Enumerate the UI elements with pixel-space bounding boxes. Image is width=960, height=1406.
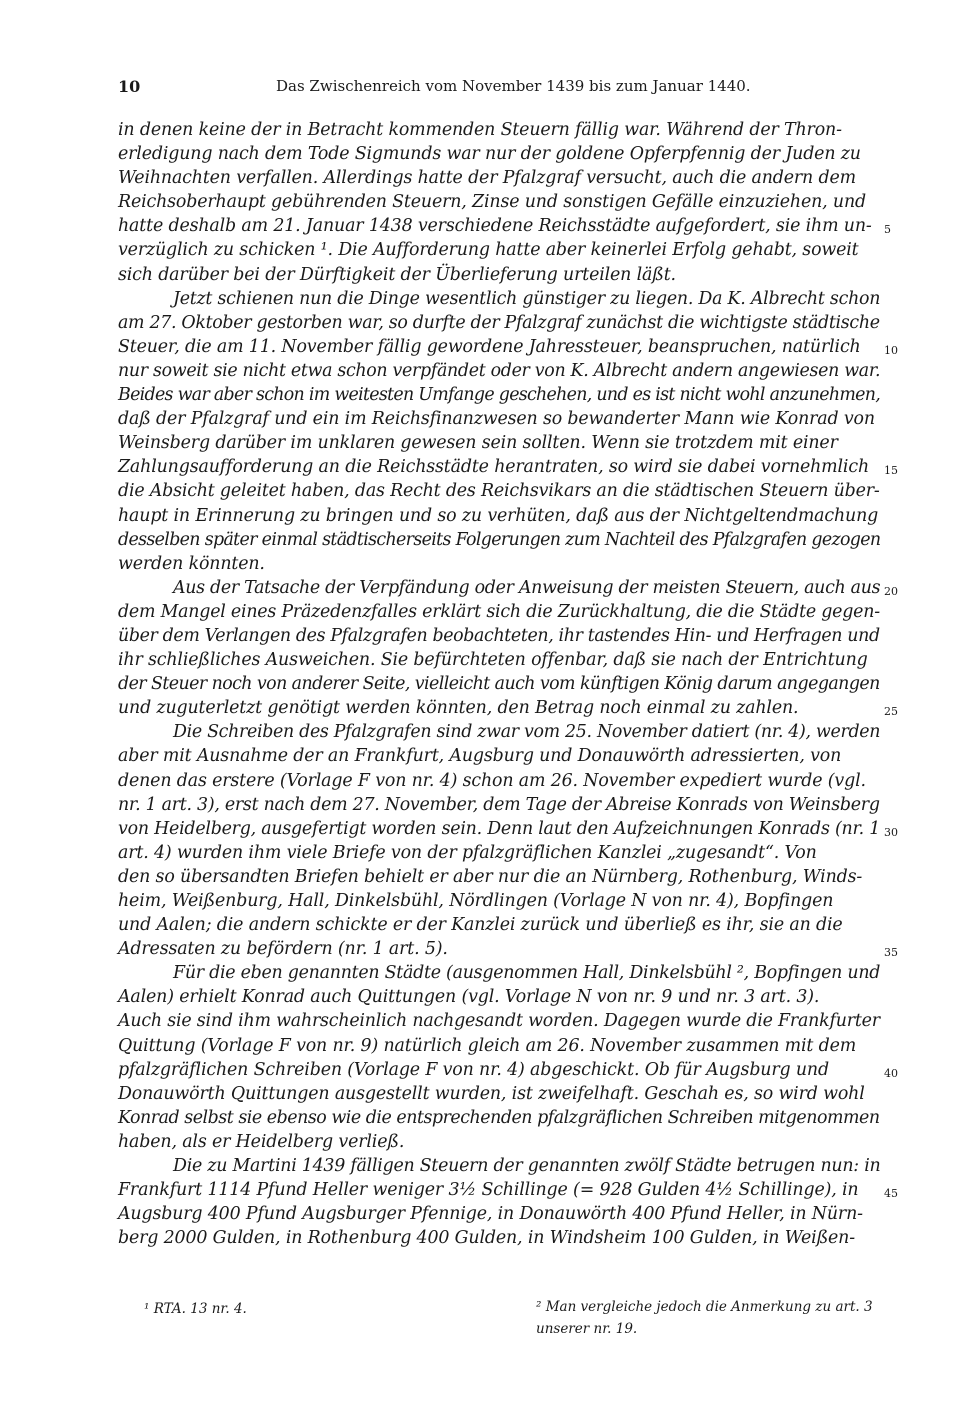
footnote-1: ¹ RTA. 13 nr. 4. xyxy=(144,1301,247,1317)
line-number-marker: 25 xyxy=(884,705,898,719)
text-line: ihr schließliches Ausweichen. Sie befürchteten offenbar, daß sie nach der Entrichtung xyxy=(118,650,868,671)
text-line: Die Schreiben des Pfalzgrafen sind zwar vom 25. November datiert (nr. 4), werden xyxy=(173,722,881,743)
text-line: Weihnachten verfallen. Allerdings hatte der Pfalzgraf versucht, auch die andern dem xyxy=(118,168,856,189)
text-line: und Aalen; die andern schickte er der Kanzlei zurück und überließ es ihr, sie an die xyxy=(118,915,843,936)
line-number-marker: 30 xyxy=(884,825,898,839)
text-line: Für die eben genannten Städte (ausgenommen Hall, Dinkelsbühl ², Bopfingen und xyxy=(173,963,881,984)
line-number-marker: 5 xyxy=(884,223,891,237)
text-line: aber mit Ausnahme der an Frankfurt, Augsburg und Donauwörth adressierten, von xyxy=(118,746,842,767)
text-line: Quittung (Vorlage F von nr. 9) natürlich gleich am 26. November zusammen mit dem xyxy=(118,1035,857,1056)
text-line: den so übersandten Briefen behielt er aber nur die an Nürnberg, Rothenburg, Winds- xyxy=(118,866,863,887)
text-line: Augsburg 400 Pfund Augsburger Pfennige, in Donauwörth 400 Pfund Heller, in Nürn- xyxy=(118,1204,863,1225)
text-line: erledigung nach dem Tode Sigmunds war nur der goldene Opferpfennig der Juden zu xyxy=(118,144,861,165)
text-line: nur soweit sie nicht etwa schon verpfändet oder von K. Albrecht andern angewiesen war. xyxy=(118,360,881,381)
line-number-marker: 40 xyxy=(884,1066,898,1080)
line-number-marker: 45 xyxy=(884,1187,898,1201)
text-line: sich darüber bei der Dürftigkeit der Überlieferung urteilen läßt. xyxy=(118,264,676,285)
text-line: Die zu Martini 1439 fälligen Steuern der genannten zwölf Städte betrugen nun: in xyxy=(173,1156,881,1177)
text-line: Aus der Tatsache der Verpfändung oder Anweisung der meisten Steuern, auch aus xyxy=(173,577,881,598)
text-line: berg 2000 Gulden, in Rothenburg 400 Gulden, in Windsheim 100 Gulden, in Weißen- xyxy=(118,1228,855,1249)
text-line: der Steuer noch von anderer Seite, vielleicht auch vom künftigen König darum angegangen xyxy=(118,674,880,695)
text-line: Weinsberg darüber im unklaren gewesen sein sollten. Wenn sie trotzdem mit einer xyxy=(118,433,838,454)
text-line: über dem Verlangen des Pfalzgrafen beobachteten, ihr tastendes Hin- und Herfragen und xyxy=(118,625,880,646)
text-line: verzüglich zu schicken ¹. Die Aufforderung hatte aber keinerlei Erfolg gehabt, soweit xyxy=(118,240,859,261)
text-line: pfalzgräflichen Schreiben (Vorlage F von nr. 4) abgeschickt. Ob für Augsburg und xyxy=(118,1059,829,1080)
text-line: Steuer, die am 11. November fällig gewordene Jahressteuer, beanspruchen, natürlich xyxy=(118,336,861,357)
text-line: von Heidelberg, ausgefertigt worden sein. Denn laut den Aufzeichnungen Konrads (nr. 1 xyxy=(118,818,881,839)
text-line: nr. 1 art. 3), erst nach dem 27. November, dem Tage der Abreise Konrads von Weinsberg xyxy=(118,794,880,815)
body-text xyxy=(118,118,880,1250)
text-line: denen das erstere (Vorlage F von nr. 4) schon am 26. November expediert wurde (vgl. xyxy=(118,770,866,791)
text-line: Donauwörth Quittungen ausgestellt wurden, ist zweifelhaft. Geschah es, so wird wohl xyxy=(118,1083,865,1104)
text-line: Konrad selbst sie ebenso wie die entsprechenden pfalzgräflichen Schreiben mitgenommen xyxy=(118,1107,880,1128)
text-line: dem Mangel eines Präzedenzfalles erklärt sich die Zurückhaltung, die die Städte gegen- xyxy=(118,601,880,622)
text-line: am 27. Oktober gestorben war, so durfte der Pfalzgraf zunächst die wichtigste städtische xyxy=(118,312,880,333)
line-number-marker: 10 xyxy=(884,343,898,357)
footnote-2-line: unserer nr. 19. xyxy=(536,1321,638,1337)
text-line: daß der Pfalzgraf und ein im Reichsfinanzwesen so bewanderter Mann wie Konrad von xyxy=(118,409,875,430)
text-line: werden könnten. xyxy=(118,553,265,574)
text-line: heim, Weißenburg, Hall, Dinkelsbühl, Nördlingen (Vorlage N von nr. 4), Bopfingen xyxy=(118,891,834,911)
text-line: desselben später einmal städtischerseits Folgerungen zum Nachteil des Pfalzgrafen gezogen xyxy=(118,529,881,550)
text-line: hatte deshalb am 21. Januar 1438 verschiedene Reichsstädte aufgefordert, sie ihm un- xyxy=(118,216,872,237)
text-line: Jetzt schienen nun die Dinge wesentlich günstiger zu liegen. Da K. Albrecht schon xyxy=(173,288,881,309)
footnote-2-line: ² Man vergleiche jedoch die Anmerkung zu art. 3 xyxy=(536,1299,873,1315)
text-line: Zahlungsaufforderung an die Reichsstädte herantraten, so wird sie dabei vornehmlich xyxy=(118,457,869,478)
footnote-2 xyxy=(536,1296,896,1340)
text-line: Reichsoberhaupt gebührenden Steuern, Zinse und sonstigen Gefälle einzuziehen, und xyxy=(118,192,866,213)
line-number-marker: 15 xyxy=(884,464,898,478)
text-line: art. 4) wurden ihm viele Briefe von der pfalzgräflichen Kanzlei „zugesandt“. Von xyxy=(118,842,817,863)
running-title: Das Zwischenreich vom November 1439 bis zum Januar 1440. xyxy=(276,77,751,95)
page-number: 10 xyxy=(118,77,141,96)
text-line: haupt in Erinnerung zu bringen und so zu verhüten, daß aus der Nichtgeltendmachung xyxy=(118,505,879,526)
text-line: Auch sie sind ihm wahrscheinlich nachgesandt worden. Dagegen wurde die Frankfurter xyxy=(118,1011,880,1032)
text-line: Frankfurt 1114 Pfund Heller weniger 3½ Schillinge (= 928 Gulden 4½ Schillinge), in xyxy=(118,1180,859,1201)
text-line: Aalen) erhielt Konrad auch Quittungen (vgl. Vorlage N von nr. 9 und nr. 3 art. 3). xyxy=(118,987,820,1008)
page-header xyxy=(118,77,878,101)
line-number-marker: 35 xyxy=(884,946,898,960)
text-line: in denen keine der in Betracht kommenden Steuern fällig war. Während der Thron- xyxy=(118,120,842,140)
text-line: Beides war aber schon im weitesten Umfange geschehen, und es ist nicht wohl anzunehmen, xyxy=(118,385,881,406)
line-number-marker: 20 xyxy=(884,584,898,598)
text-line: und zuguterletzt genötigt werden könnten, den Betrag noch einmal zu zahlen. xyxy=(118,698,799,719)
text-line: die Absicht geleitet haben, das Recht des Reichsvikars an die städtischen Steuern über- xyxy=(118,481,880,502)
text-line: Adressaten zu befördern (nr. 1 art. 5). xyxy=(118,939,448,960)
text-line: haben, als er Heidelberg verließ. xyxy=(118,1131,405,1152)
